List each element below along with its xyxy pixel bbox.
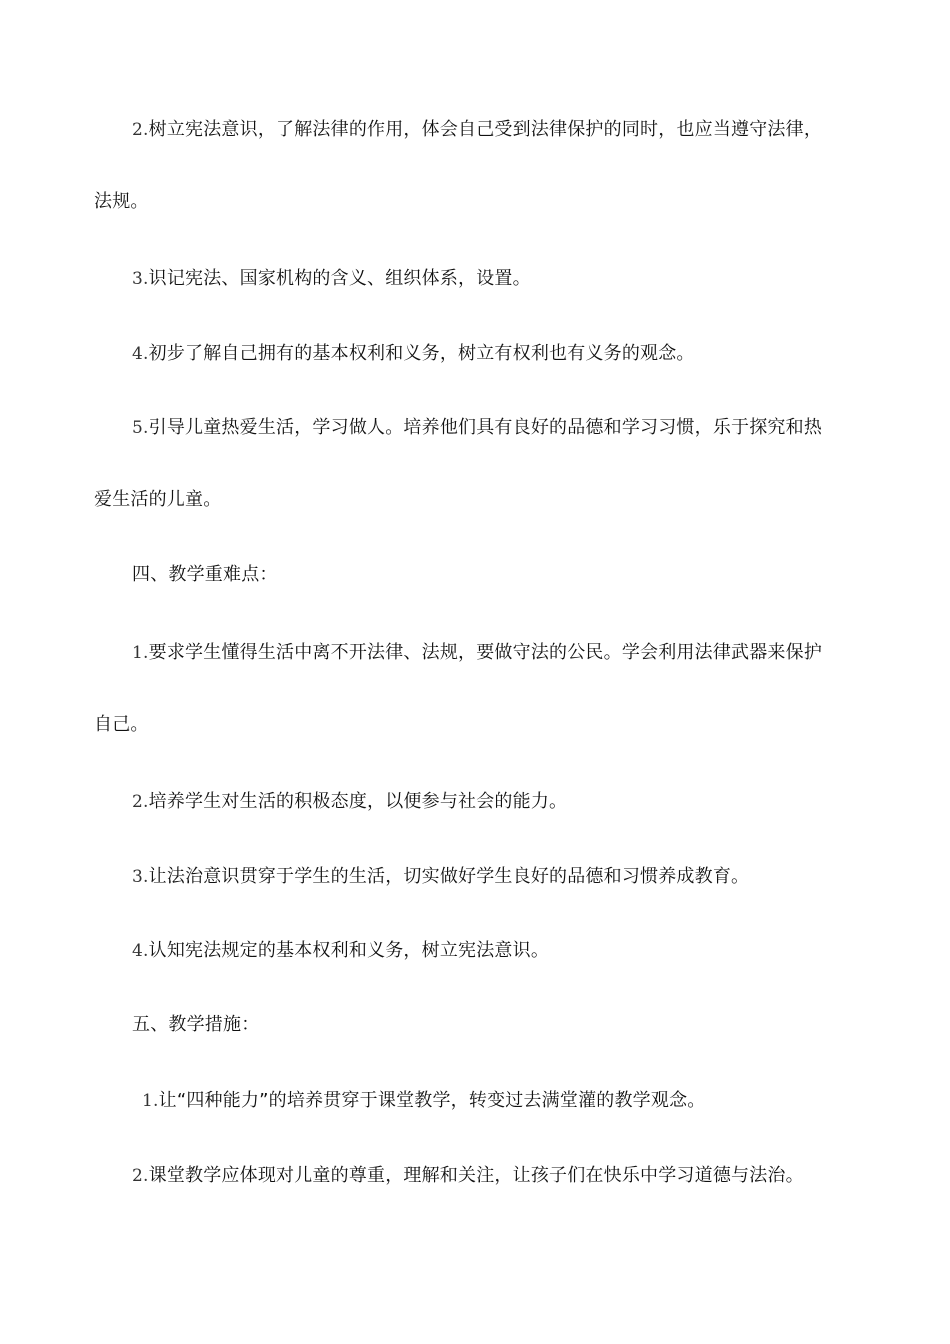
- paragraph-text: 初步了解自己拥有的基本权利和义务，树立有权利也有义务的观念。: [148, 343, 695, 364]
- section-heading: 五、教学措施：: [132, 1014, 260, 1035]
- list-number: 3.: [132, 867, 149, 887]
- paragraph-key-2: [132, 790, 567, 814]
- paragraph-text: 爱生活的儿童。: [94, 489, 222, 510]
- paragraph-text: 让“四种能力”的培养贯穿于课堂教学，转变过去满堂灌的教学观念。: [158, 1090, 706, 1111]
- list-number: 2.: [132, 120, 149, 140]
- paragraph-text: 要求学生懂得生活中离不开法律、法规，要做守法的公民。学会利用法律武器来保护: [148, 642, 823, 663]
- section-heading-key-points: [132, 563, 278, 587]
- paragraph-text: 课堂教学应体现对儿童的尊重，理解和关注，让孩子们在快乐中学习道德与法治。: [148, 1165, 804, 1186]
- paragraph-key-3: [132, 865, 749, 889]
- paragraph-text: 培养学生对生活的积极态度，以便参与社会的能力。: [148, 791, 568, 812]
- paragraph-goal-3: [132, 267, 531, 291]
- paragraph-goal-4: [132, 342, 695, 366]
- section-heading-measures: [132, 1013, 259, 1037]
- list-number: 4.: [132, 344, 149, 364]
- paragraph-goal-2-line-1: [132, 118, 822, 142]
- section-heading: 四、教学重难点：: [132, 564, 278, 585]
- paragraph-text: 树立宪法意识，了解法律的作用，体会自己受到法律保护的同时，也应当遵守法律，: [148, 119, 823, 140]
- paragraph-text: 法规。: [94, 191, 149, 212]
- list-number: 1.: [132, 643, 149, 663]
- paragraph-key-1-line-1: [132, 641, 822, 665]
- list-number: 2.: [132, 792, 149, 812]
- paragraph-key-4: [132, 939, 549, 963]
- paragraph-key-1-line-2: [94, 713, 149, 737]
- paragraph-text: 认知宪法规定的基本权利和义务，树立宪法意识。: [148, 940, 550, 961]
- paragraph-text: 引导儿童热爱生活，学习做人。培养他们具有良好的品德和学习习惯，乐于探究和热: [148, 417, 823, 438]
- paragraph-measure-1: [142, 1089, 705, 1113]
- paragraph-goal-5-line-1: [132, 416, 822, 440]
- list-number: 5.: [132, 418, 149, 438]
- paragraph-text: 让法治意识贯穿于学生的生活，切实做好学生良好的品德和习惯养成教育。: [148, 866, 750, 887]
- list-number: 2.: [132, 1166, 149, 1186]
- paragraph-text: 自己。: [94, 714, 149, 735]
- list-number: 1.: [142, 1091, 159, 1111]
- paragraph-goal-2-line-2: [94, 190, 149, 214]
- paragraph-measure-2: [132, 1164, 804, 1188]
- paragraph-text: 识记宪法、国家机构的含义、组织体系，设置。: [148, 268, 531, 289]
- list-number: 3.: [132, 269, 149, 289]
- paragraph-goal-5-line-2: [94, 488, 221, 512]
- list-number: 4.: [132, 941, 149, 961]
